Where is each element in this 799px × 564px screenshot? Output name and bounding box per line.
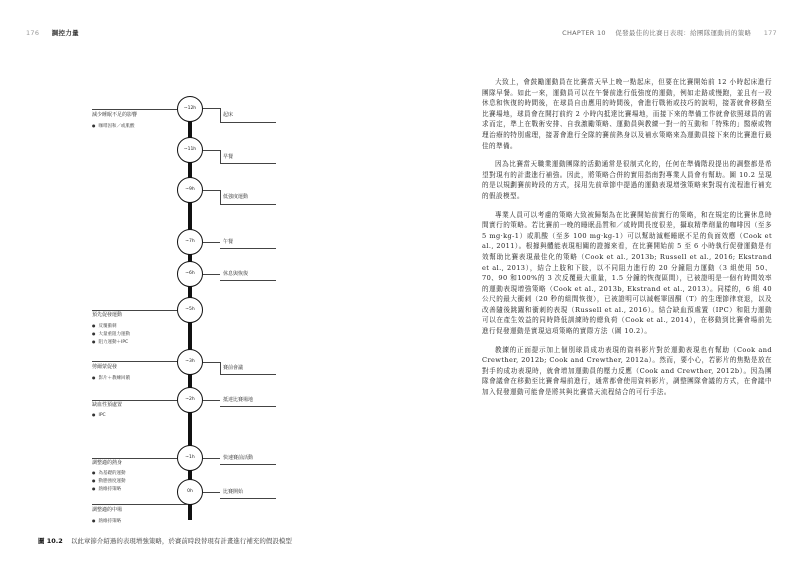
node-2h: ~2h	[177, 387, 203, 413]
underline-meeting	[220, 374, 276, 375]
group-title-priming: 預先促發運動	[92, 312, 123, 318]
connector-rest	[203, 274, 220, 275]
label-rest: 休息與恢復	[223, 271, 249, 277]
paragraph-3: 專業人員可以考慮的策略大致被歸類為在比賽開始前實行的策略，和在規定的比賽休息時間實行的策略。若比賽前一晚的睡眠品質和／或時間長度很差，攝取精準劑量的咖啡因（至多 5 mg·kg-1）或肌酸（至多 100 mg·kg-1）可以幫助減輕睡眠不足的負面效應（Cook et al., 2011）。根據與體能表現相關的證據來看，在比賽開始前 5 至 6 小時執行促發運動是有效幫助比賽表現最佳化的策略（Cook et al., 2013b; Russell et al., 2016; Ekstrand et al., 2013），結合上肢和下肢，以不同阻力進行的 20 分鐘阻力運動（3 組使用 50、70、90 和100%的 3 次反覆最大重量，1.5 分鐘的恢復區間），已被證明是一個有時間效率的運動表現增強策略（Cook et al., 2013b, Ekstrand et al., 2013）。同樣的，6 組 40 公尺的最大衝刺（20 秒的組間恢復），已被證明可以減輕睪固酮（T）的生理節律衰退，以及改善隨後跳躍和衝刺的表現（Russell et al., 2016）。結合缺血預處置（IPC）和阻力運動可以在產生效益的同時降低訓練時的總負荷（Cook et al., 2014），在移動到比賽會場前先進行促發運動是實現這項策略的實際方法（圖 10.2）。	[482, 210, 772, 336]
body-text	[482, 77, 772, 406]
connector-low-intensity-drop	[220, 190, 221, 205]
connector-low-intensity	[203, 190, 220, 191]
label-lunch: 午餐	[223, 239, 234, 245]
node-0h: 0h	[177, 479, 203, 505]
underline-low-intensity	[220, 204, 276, 205]
node-9h: ~9h	[177, 177, 203, 203]
bullet-video-feedback: ● 影片＋教練回饋	[92, 375, 130, 381]
node-5h: ~5h	[177, 297, 203, 323]
label-kickoff: 比賽開始	[223, 489, 244, 495]
label-meeting: 賽前會議	[223, 365, 244, 371]
label-breakfast: 早餐	[223, 154, 234, 160]
figure-caption	[38, 536, 292, 545]
node-3h: ~3h	[177, 349, 203, 375]
bullet-base-exercise: ● 為基礎的運動	[92, 470, 126, 476]
figure-label: 圖 10.2	[38, 537, 63, 545]
chapter-title: 促發最佳的比賽日表現：給團隊運動員的策略	[615, 29, 752, 37]
connector-wake	[203, 108, 220, 109]
underline-warmup-activity	[220, 464, 276, 465]
connector-kickoff	[203, 492, 220, 493]
label-wake: 起床	[223, 112, 234, 118]
node-1h: ~1h	[177, 445, 203, 471]
underline-wake	[220, 122, 276, 123]
node-7h: ~7h	[177, 229, 203, 255]
paragraph-1: 大致上，會鼓勵運動員在比賽當天早上晚一點起床，但要在比賽開始前 12 小時起床進行團隊早餐。如此一來，運動員可以在午餐前進行低強度的運動，例如走路或慢跑，並且有一段休息和恢復的時間後，在球員自由應用的時間後，會進行戰術或技巧的說明，接著就會移動至比賽場地，球員會在開打前約 2 小時內抵達比賽場地，而接下來的準備工作就會依照球員的需求而定，準上在戰術安排、自我激勵策略、運動員與教練一對一的互動和「特殊的」醫療或物理治療的特別處理，接著會進行全隊的賽前熱身以及補水策略來為運動員接下來的比賽進行最佳的準備。	[482, 78, 772, 150]
connector-breakfast-drop	[220, 150, 221, 164]
group-title-halftime: 調整適的中場	[92, 507, 123, 513]
connector-halftime	[92, 504, 188, 505]
label-warmup-activity: 快速賽前活動	[223, 455, 254, 461]
bullet-ipc: ● IPC	[92, 412, 106, 418]
underline-arrive	[220, 406, 276, 407]
paragraph-4: 教練的正面提示加上個別球員成功表現的資料影片對於運動表現也有幫助（Cook and Crewther, 2012b; Cook and Crewther, 2012a）。然而，要小心，若影片的焦點是放在對手的成功表現時，就會增加運動員的壓力反應（Cook and Crewther, 2012b）。因為團隊會議會在移動至比賽會場前進行，通常都會使用資料影片，調整團隊會議的方式，在會議中加入促發運動可能會是將其與比賽當天流程結合的可行手法。	[482, 345, 772, 397]
right-running-header	[562, 28, 777, 37]
connector-lunch	[203, 242, 220, 243]
bullet-dynamic-exercise: ● 動態強度運動	[92, 478, 126, 484]
bullet-halftime-heat: ● 熱維持策略	[92, 518, 121, 524]
group-title-warmup: 調整適的熱身	[92, 460, 123, 466]
bullet-sprints: ● 反覆衝刺	[92, 323, 117, 329]
connector-meeting	[203, 362, 220, 363]
underline-kickoff	[220, 498, 276, 499]
bullet-heat-maintain: ● 熱維持策略	[92, 486, 121, 492]
label-low-intensity: 低強度運動	[223, 194, 249, 200]
connector-warmup-activity	[203, 458, 220, 459]
underline-breakfast	[220, 163, 276, 164]
group-title-sleep: 減少睡眠不足的影響	[92, 112, 138, 118]
bullet-resistance-ipc: ● 阻力運動＋IPC	[92, 339, 128, 345]
connector-hormone	[92, 361, 177, 362]
connector-wake-drop	[220, 108, 221, 123]
group-title-ischemic: 缺血性預處置	[92, 402, 123, 408]
node-6h: ~6h	[177, 261, 203, 287]
connector-breakfast	[203, 150, 220, 151]
label-arrive: 抵達比賽場地	[223, 397, 254, 403]
connector-sleep	[92, 109, 177, 110]
book-title: 調控力量	[51, 29, 79, 37]
right-page-number: 177	[763, 29, 777, 37]
chapter-label: CHAPTER 10	[562, 29, 606, 37]
connector-arrive	[203, 400, 220, 401]
node-11h: ~11h	[177, 137, 203, 163]
left-running-header	[26, 28, 79, 37]
group-title-hormone: 剪爾蒙促發	[92, 364, 118, 370]
node-12h: ~12h	[177, 96, 203, 122]
paragraph-2: 因為比賽當天職業運動團隊的活動通常是很制式化的，任何在準備階段提出的調整都是希望對現有的計畫進行補強。因此，將策略合併的實用指南對專業人員會有幫助。圖 10.2 呈現的是以規劃賽前時段的方式，採用先前章節中提過的運動表現增強策略來對現有流程進行補充的假設模型。	[482, 160, 772, 200]
bullet-heavy-resistance: ● 大量重阻力運動	[92, 331, 130, 337]
bullet-caffeine: ● 咖啡因和／或肌酸	[92, 123, 135, 129]
underline-rest	[220, 280, 276, 281]
left-page-number: 176	[26, 29, 40, 37]
figure-caption-text: 以此章節介紹過的表現增強策略，於賽前時段替現有計畫進行補充的假設模型	[70, 537, 292, 545]
underline-lunch	[220, 248, 276, 249]
